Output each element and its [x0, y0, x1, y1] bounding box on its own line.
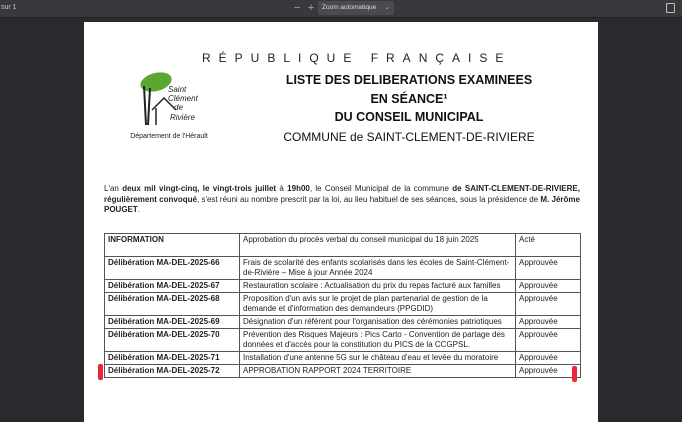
table-row — [105, 257, 581, 280]
intro-commune: de SAINT-CLEMENT-DE-RIVIERE, régulièrement convoqué — [104, 184, 580, 204]
deliberation-status: Approuvée — [516, 316, 581, 329]
deliberation-status: Approuvée — [516, 329, 581, 352]
svg-text:Saint: Saint — [168, 85, 187, 94]
table-row — [105, 234, 581, 257]
title-line-2: EN SÉANCE¹ — [370, 92, 448, 106]
table-row — [105, 293, 581, 316]
svg-text:Rivière: Rivière — [170, 113, 195, 122]
deliberation-subject: APPROBATION RAPPORT 2024 TERRITOIRE — [240, 365, 516, 378]
table-row — [105, 280, 581, 293]
pdf-toolbar — [0, 0, 682, 18]
deliberations-table — [104, 233, 581, 378]
deliberation-ref: Délibération MA-DEL-2025-67 — [105, 280, 240, 293]
intro-president: M. Jérôme POUGET — [104, 194, 580, 214]
deliberation-subject: Restauration scolaire : Actualisation du prix du repas facturé aux familles — [240, 280, 516, 293]
svg-text:Clément: Clément — [168, 94, 198, 103]
table-row — [105, 352, 581, 365]
deliberation-subject: Frais de scolarité des enfants scolarisés dans les écoles de Saint-Clément-de-Rivière – Mise à jour Année 2024 — [240, 257, 516, 280]
intro-text: , le Conseil Municipal de la commune — [309, 184, 453, 193]
deliberation-status: Approuvée — [516, 280, 581, 293]
deliberation-ref: INFORMATION — [105, 234, 240, 257]
commune-title: COMMUNE de SAINT-CLEMENT-DE-RIVIERE — [283, 130, 535, 144]
zoom-value: Zoom automatique — [322, 4, 377, 11]
deliberation-ref: Délibération MA-DEL-2025-68 — [105, 293, 240, 316]
chevron-down-icon: ⌄ — [384, 4, 390, 11]
intro-text: . — [137, 205, 141, 214]
departement-label: Département de l'Hérault — [130, 133, 208, 140]
deliberation-status: Approuvée — [516, 293, 581, 316]
title-line-3: DU CONSEIL MUNICIPAL — [334, 110, 484, 124]
intro-text: à — [276, 184, 288, 193]
republique-header: RÉPUBLIQUE FRANÇAISE — [202, 51, 512, 65]
intro-text: , s'est réuni au nombre prescrit par la loi, au lieu habituel de ses séances, sous la présidence de — [196, 194, 541, 204]
intro-date: deux mil vingt-cinq, le vingt-trois juillet — [122, 184, 277, 193]
deliberation-ref: Délibération MA-DEL-2025-71 — [105, 352, 240, 365]
deliberation-ref: Délibération MA-DEL-2025-72 — [105, 365, 240, 378]
zoom-select[interactable] — [318, 1, 394, 15]
deliberation-ref: Délibération MA-DEL-2025-69 — [105, 316, 240, 329]
title-line-1: LISTE DES DELIBERATIONS EXAMINEES — [285, 73, 533, 87]
edit-icon[interactable] — [666, 3, 675, 13]
deliberation-subject: Prévention des Risques Majeurs : Pics Carto - Convention de partage des données et d'accès pour la constitution du PICS de la CCGPSL. — [240, 329, 516, 352]
pdf-page — [84, 22, 598, 422]
intro-time: 19h00 — [287, 184, 310, 193]
intro-text: L'an — [104, 184, 123, 193]
deliberation-subject: Approbation du procès verbal du conseil municipal du 18 juin 2025 — [240, 234, 516, 257]
intro-paragraph — [104, 184, 580, 216]
highlight-mark — [98, 364, 103, 380]
page-count-label: sur 1 — [1, 4, 17, 11]
zoom-out-button[interactable]: − — [293, 2, 301, 14]
table-row — [105, 365, 581, 378]
deliberation-ref: Délibération MA-DEL-2025-70 — [105, 329, 240, 352]
deliberation-status: Approuvée — [516, 257, 581, 280]
zoom-in-button[interactable]: + — [307, 2, 315, 14]
table-row — [105, 316, 581, 329]
deliberation-ref: Délibération MA-DEL-2025-66 — [105, 257, 240, 280]
table-row — [105, 329, 581, 352]
deliberation-status: Acté — [516, 234, 581, 257]
deliberation-subject: Installation d'une antenne 5G sur le château d'eau et levée du moratoire — [240, 352, 516, 365]
deliberation-status: Approuvée — [516, 352, 581, 365]
deliberation-subject: Proposition d'un avis sur le projet de plan partenarial de gestion de la demande et d'information des demandeurs (PPGDID) — [240, 293, 516, 316]
deliberation-status: Approuvée — [516, 365, 581, 378]
commune-logo — [134, 70, 214, 130]
svg-text:de: de — [174, 103, 183, 112]
deliberation-subject: Désignation d'un référent pour l'organisation des cérémonies patriotiques — [240, 316, 516, 329]
highlight-mark — [572, 366, 577, 382]
